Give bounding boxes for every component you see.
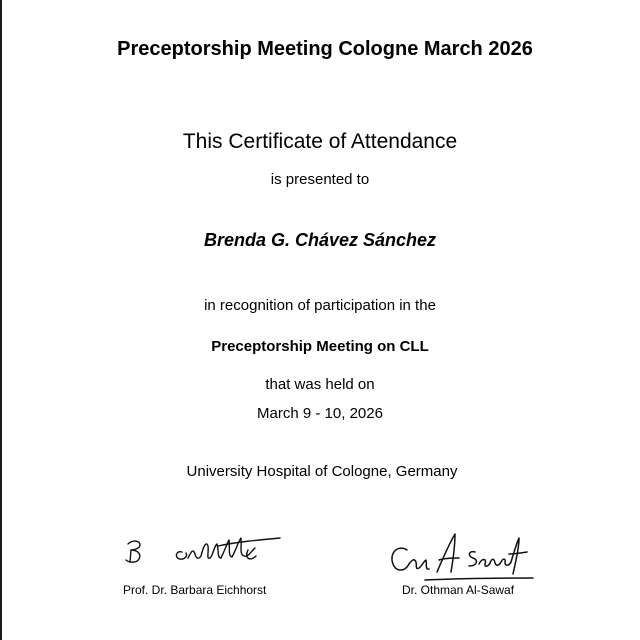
handwritten-signature-right bbox=[385, 520, 535, 582]
presented-to-text: is presented to bbox=[270, 171, 370, 188]
handwritten-signature-left bbox=[118, 520, 288, 582]
certificate-title: This Certificate of Attendance bbox=[182, 130, 458, 153]
recipient-name: Brenda G. Chávez Sánchez bbox=[203, 230, 437, 250]
signer-name-right: Dr. Othman Al-Sawaf bbox=[402, 583, 515, 597]
left-border bbox=[0, 0, 2, 640]
meeting-name: Preceptorship Meeting on CLL bbox=[211, 338, 429, 355]
meeting-dates: March 9 - 10, 2026 bbox=[257, 405, 383, 422]
held-on-text: that was held on bbox=[265, 376, 375, 393]
signer-name-left: Prof. Dr. Barbara Eichhorst bbox=[123, 583, 267, 597]
certificate-heading: Preceptorship Meeting Cologne March 2026 bbox=[117, 38, 533, 60]
signature-al-sawaf bbox=[385, 520, 535, 582]
signature-eichhorst bbox=[118, 520, 288, 582]
recognition-text: in recognition of participation in the bbox=[204, 297, 436, 314]
meeting-location: University Hospital of Cologne, Germany bbox=[186, 463, 458, 480]
